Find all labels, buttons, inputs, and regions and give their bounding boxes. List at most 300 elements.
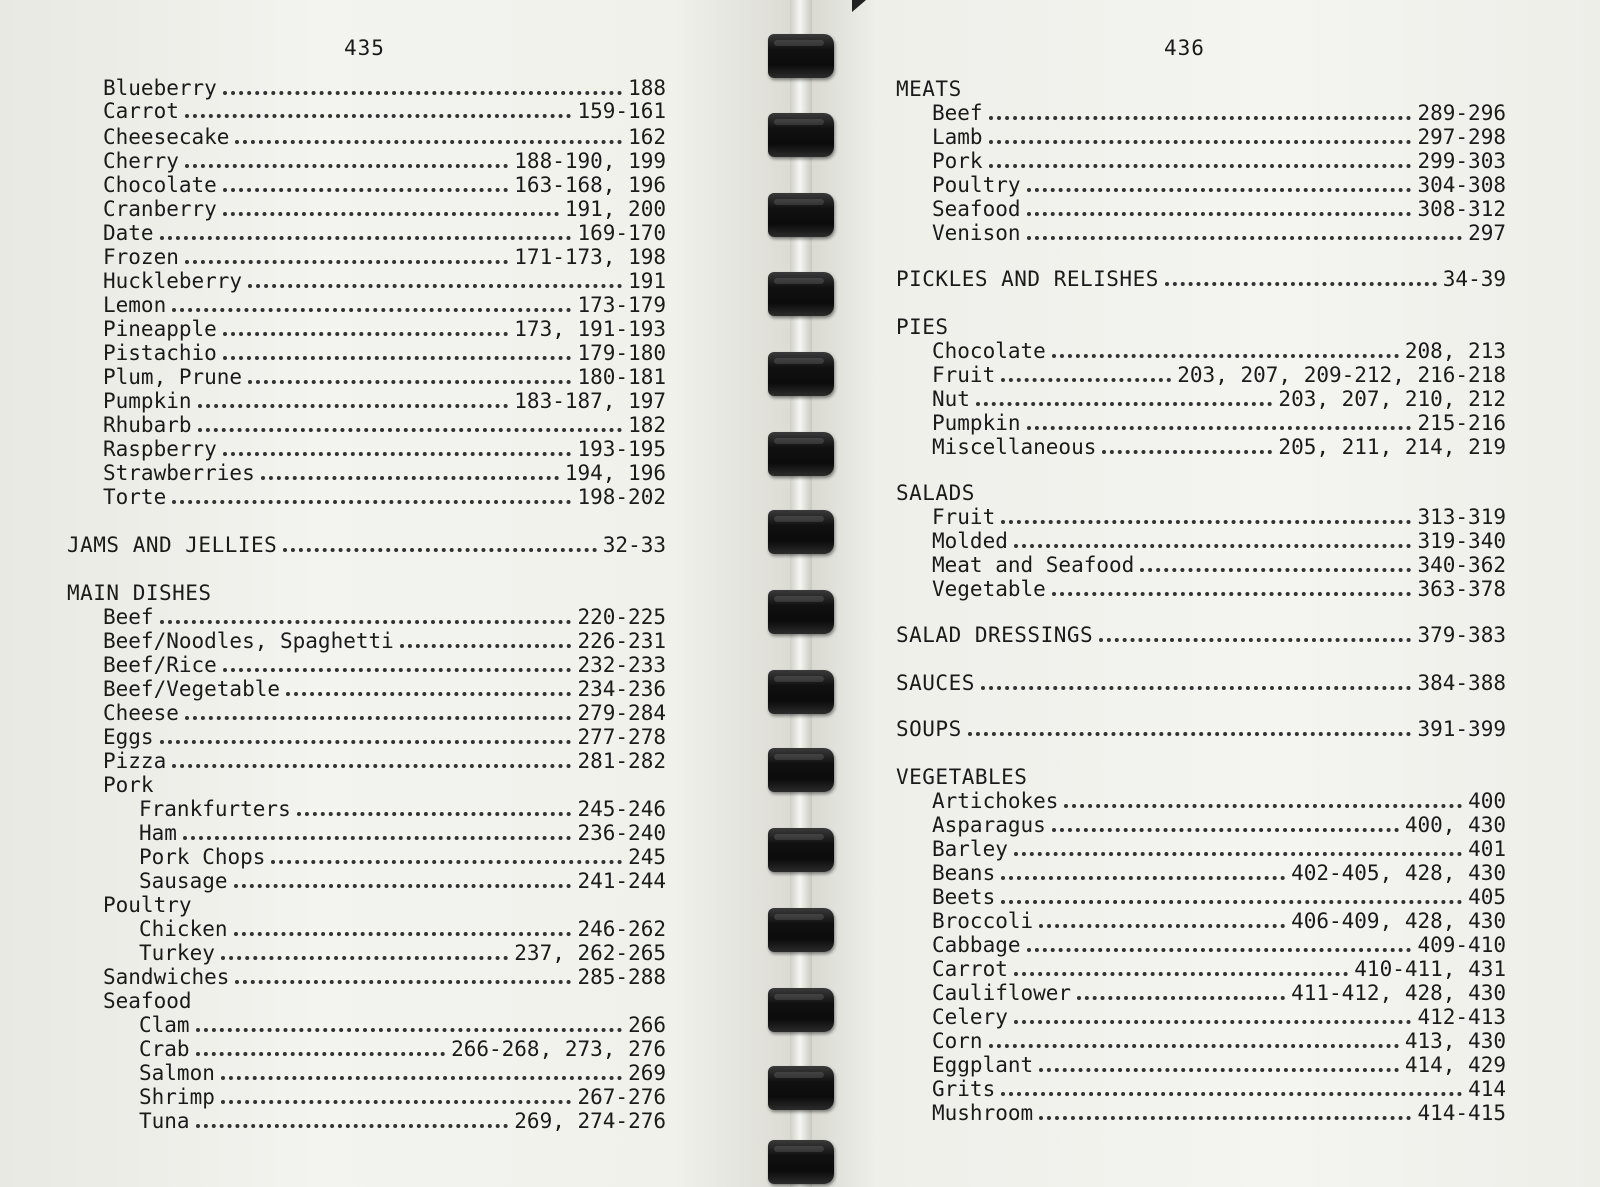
entry-pages: 220-225	[577, 605, 666, 629]
entry-label: Corn	[932, 1029, 983, 1053]
entry-label: VEGETABLES	[896, 765, 1028, 789]
dot-leader	[1039, 1058, 1399, 1072]
entry-label: PICKLES AND RELISHES	[896, 267, 1159, 291]
entry-label: Seafood	[103, 989, 192, 1013]
dot-leader	[1014, 534, 1412, 548]
dot-leader	[989, 130, 1412, 144]
index-entry	[103, 293, 666, 317]
entry-label: Clam	[139, 1013, 190, 1037]
entry-label: Torte	[103, 485, 167, 509]
entry-label: Cauliflower	[932, 981, 1072, 1005]
index-entry	[103, 76, 666, 100]
dot-leader	[968, 722, 1412, 736]
entry-label: Cabbage	[932, 933, 1021, 957]
index-entry	[932, 221, 1506, 245]
index-entry	[139, 941, 666, 965]
dot-leader	[223, 178, 508, 192]
entry-pages: 400	[1468, 789, 1506, 813]
entry-label: Crab	[139, 1037, 190, 1061]
entry-label: Turkey	[139, 941, 215, 965]
dot-leader	[198, 418, 623, 432]
dot-leader	[185, 154, 508, 168]
dot-leader	[400, 634, 572, 648]
index-entry	[103, 605, 666, 629]
entry-pages: 205, 211, 214, 219	[1278, 435, 1506, 459]
index-entry	[139, 845, 666, 869]
entry-label: Miscellaneous	[932, 435, 1097, 459]
entry-pages: 285-288	[577, 965, 666, 989]
entry-pages: 215-216	[1417, 411, 1506, 435]
entry-label: Pork	[103, 773, 154, 797]
entry-pages: 183-187, 197	[514, 389, 666, 413]
entry-pages: 269, 274-276	[514, 1109, 666, 1133]
dot-leader	[172, 490, 571, 504]
index-entry	[139, 869, 666, 893]
entry-label: Date	[103, 221, 154, 245]
dot-leader	[976, 392, 1272, 406]
entry-pages: 413, 430	[1404, 1029, 1506, 1053]
dot-leader	[234, 922, 572, 936]
index-entry	[932, 861, 1506, 885]
dot-leader	[172, 298, 571, 312]
index-heading	[896, 267, 1506, 291]
entry-pages: 406-409, 428, 430	[1291, 909, 1506, 933]
index-entry	[139, 1109, 666, 1133]
entry-pages: 159-161	[577, 99, 666, 123]
entry-pages: 188-190, 199	[514, 149, 666, 173]
entry-label: Venison	[932, 221, 1021, 245]
index-heading	[896, 623, 1506, 647]
entry-pages: 297-298	[1417, 125, 1506, 149]
dot-leader	[297, 802, 572, 816]
spiral-binding	[768, 0, 838, 1187]
entry-pages: 241-244	[577, 869, 666, 893]
entry-pages: 245	[628, 845, 666, 869]
index-entry	[103, 269, 666, 293]
entry-label: Pumpkin	[103, 389, 192, 413]
entry-label: Shrimp	[139, 1085, 215, 1109]
entry-label: Sandwiches	[103, 965, 230, 989]
dot-leader	[989, 154, 1412, 168]
entry-label: Mushroom	[932, 1101, 1034, 1125]
entry-pages: 279-284	[577, 701, 666, 725]
entry-pages: 180-181	[577, 365, 666, 389]
dot-leader	[223, 81, 622, 95]
entry-label: Sausage	[139, 869, 228, 893]
dot-leader	[185, 104, 572, 118]
entry-label: Poultry	[932, 173, 1021, 197]
index-entry	[932, 789, 1506, 813]
entry-label: Blueberry	[103, 76, 217, 100]
index-entry	[932, 339, 1506, 363]
index-entry	[932, 387, 1506, 411]
entry-pages: 266	[628, 1013, 666, 1037]
dot-leader	[1064, 794, 1462, 808]
index-entry	[932, 577, 1506, 601]
index-entry	[103, 245, 666, 269]
index-entry	[932, 411, 1506, 435]
binding-coil	[768, 908, 834, 952]
dot-leader	[1014, 1010, 1412, 1024]
index-heading	[67, 581, 212, 605]
dot-leader	[1014, 962, 1348, 976]
index-entry	[103, 125, 666, 149]
entry-label: MEATS	[896, 77, 962, 101]
entry-pages: 297	[1468, 221, 1506, 245]
index-entry	[932, 1029, 1506, 1053]
entry-pages: 234-236	[577, 677, 666, 701]
index-entry	[103, 989, 192, 1013]
dot-leader	[196, 1042, 445, 1056]
binding-coil	[768, 352, 834, 396]
entry-pages: 162	[628, 125, 666, 149]
entry-label: PIES	[896, 315, 949, 339]
entry-label: Celery	[932, 1005, 1008, 1029]
binding-coil	[768, 510, 834, 554]
entry-pages: 308-312	[1417, 197, 1506, 221]
index-entry	[932, 813, 1506, 837]
entry-pages: 173-179	[577, 293, 666, 317]
entry-pages: 304-308	[1417, 173, 1506, 197]
index-heading	[896, 315, 949, 339]
dot-leader	[1001, 510, 1411, 524]
index-list	[812, 0, 1600, 1187]
entry-label: SOUPS	[896, 717, 962, 741]
entry-label: Beef	[932, 101, 983, 125]
entry-pages: 411-412, 428, 430	[1291, 981, 1506, 1005]
entry-pages: 226-231	[577, 629, 666, 653]
dot-leader	[185, 706, 572, 720]
entry-pages: 414, 429	[1404, 1053, 1506, 1077]
dot-leader	[1001, 866, 1285, 880]
binding-coil	[768, 432, 834, 476]
index-heading	[67, 533, 666, 557]
index-heading	[896, 765, 1027, 789]
index-entry	[103, 965, 666, 989]
entry-label: Pistachio	[103, 341, 217, 365]
index-entry	[932, 529, 1506, 553]
entry-pages: 363-378	[1417, 577, 1506, 601]
dot-leader	[1001, 890, 1462, 904]
index-entry	[932, 1005, 1506, 1029]
entry-pages: 203, 207, 210, 212	[1278, 387, 1506, 411]
index-entry	[103, 197, 666, 221]
entry-pages: 173, 191-193	[514, 317, 666, 341]
entry-label: Fruit	[932, 505, 996, 529]
dot-leader	[221, 946, 508, 960]
entry-pages: 400, 430	[1404, 813, 1506, 837]
dot-leader	[1027, 226, 1463, 240]
entry-label: Cheesecake	[103, 125, 230, 149]
entry-label: Vegetable	[932, 577, 1046, 601]
dot-leader	[1102, 440, 1272, 454]
entry-label: Fruit	[932, 363, 996, 387]
index-entry	[932, 1077, 1506, 1101]
index-entry	[932, 173, 1506, 197]
entry-pages: 198-202	[577, 485, 666, 509]
entry-label: Chocolate	[103, 173, 217, 197]
dot-leader	[1027, 202, 1412, 216]
index-entry	[932, 505, 1506, 529]
index-entry	[139, 917, 666, 941]
page-corner	[852, 0, 866, 12]
index-entry	[103, 389, 666, 413]
dot-leader	[223, 658, 572, 672]
entry-pages: 269	[628, 1061, 666, 1085]
entry-label: Ham	[139, 821, 177, 845]
binding-coil	[768, 670, 834, 714]
dot-leader	[223, 322, 508, 336]
index-entry	[103, 173, 666, 197]
index-entry	[932, 933, 1506, 957]
index-heading	[896, 77, 962, 101]
page-number: 436	[1164, 36, 1205, 60]
entry-label: Chocolate	[932, 339, 1046, 363]
index-entry	[139, 1013, 666, 1037]
entry-label: Salmon	[139, 1061, 215, 1085]
entry-label: SALAD DRESSINGS	[896, 623, 1094, 647]
index-entry	[139, 797, 666, 821]
entry-label: Frozen	[103, 245, 179, 269]
entry-pages: 414	[1468, 1077, 1506, 1101]
entry-pages: 319-340	[1417, 529, 1506, 553]
entry-pages: 379-383	[1417, 623, 1506, 647]
binding-coil	[768, 988, 834, 1032]
index-entry	[139, 1061, 666, 1085]
entry-pages: 281-282	[577, 749, 666, 773]
entry-label: Carrot	[103, 99, 179, 123]
index-entry	[103, 341, 666, 365]
entry-pages: 208, 213	[1404, 339, 1506, 363]
dot-leader	[1165, 272, 1437, 286]
index-entry	[103, 677, 666, 701]
entry-pages: 402-405, 428, 430	[1291, 861, 1506, 885]
entry-label: Meat and Seafood	[932, 553, 1135, 577]
index-heading	[896, 481, 975, 505]
entry-label: Pork	[932, 149, 983, 173]
entry-pages: 384-388	[1417, 671, 1506, 695]
index-entry	[103, 149, 666, 173]
entry-label: Beans	[932, 861, 996, 885]
index-entry	[103, 629, 666, 653]
entry-label: Beef	[103, 605, 154, 629]
entry-pages: 267-276	[577, 1085, 666, 1109]
entry-label: Seafood	[932, 197, 1021, 221]
binding-coil	[768, 193, 834, 237]
index-entry	[103, 653, 666, 677]
dot-leader	[196, 1018, 622, 1032]
entry-pages: 299-303	[1417, 149, 1506, 173]
entry-pages: 193-195	[577, 437, 666, 461]
dot-leader	[1027, 938, 1412, 952]
entry-label: Artichokes	[932, 789, 1059, 813]
entry-pages: 246-262	[577, 917, 666, 941]
dot-leader	[1027, 416, 1412, 430]
entry-pages: 182	[628, 413, 666, 437]
dot-leader	[223, 442, 572, 456]
entry-label: Cherry	[103, 149, 179, 173]
entry-label: Grits	[932, 1077, 996, 1101]
entry-label: Barley	[932, 837, 1008, 861]
right-page	[812, 0, 1600, 1187]
index-entry	[103, 701, 666, 725]
entry-label: Nut	[932, 387, 970, 411]
index-entry	[103, 893, 192, 917]
dot-leader	[235, 130, 622, 144]
entry-label: Beef/Rice	[103, 653, 217, 677]
dot-leader	[283, 538, 596, 552]
page-number: 435	[344, 36, 385, 60]
entry-pages: 34-39	[1442, 267, 1506, 291]
index-entry	[139, 821, 666, 845]
dot-leader	[981, 676, 1412, 690]
entry-label: Beets	[932, 885, 996, 909]
entry-pages: 266-268, 273, 276	[451, 1037, 666, 1061]
entry-pages: 236-240	[577, 821, 666, 845]
entry-label: SALADS	[896, 481, 975, 505]
index-entry	[932, 1101, 1506, 1125]
entry-label: Frankfurters	[139, 797, 291, 821]
index-entry	[103, 461, 666, 485]
entry-pages: 203, 207, 209-212, 216-218	[1177, 363, 1506, 387]
dot-leader	[235, 970, 571, 984]
entry-label: Pumpkin	[932, 411, 1021, 435]
binding-coil	[768, 748, 834, 792]
dot-leader	[1052, 582, 1412, 596]
entry-label: Beef/Vegetable	[103, 677, 281, 701]
entry-pages: 414-415	[1417, 1101, 1506, 1125]
binding-coil	[768, 590, 834, 634]
entry-pages: 409-410	[1417, 933, 1506, 957]
dot-leader	[286, 682, 571, 696]
entry-pages: 191, 200	[564, 197, 666, 221]
index-entry	[932, 1053, 1506, 1077]
dot-leader	[989, 106, 1412, 120]
index-entry	[103, 485, 666, 509]
entry-label: Molded	[932, 529, 1008, 553]
index-entry	[103, 413, 666, 437]
dot-leader	[1014, 842, 1462, 856]
entry-pages: 194, 196	[564, 461, 666, 485]
entry-pages: 188	[628, 76, 666, 100]
entry-label: Broccoli	[932, 909, 1034, 933]
entry-label: SAUCES	[896, 671, 975, 695]
dot-leader	[221, 1090, 572, 1104]
entry-pages: 179-180	[577, 341, 666, 365]
dot-leader	[248, 370, 571, 384]
binding-coil	[768, 34, 834, 78]
entry-pages: 232-233	[577, 653, 666, 677]
entry-label: Cheese	[103, 701, 179, 725]
dot-leader	[172, 754, 571, 768]
entry-label: Pizza	[103, 749, 167, 773]
entry-label: Lamb	[932, 125, 983, 149]
entry-label: MAIN DISHES	[67, 581, 212, 605]
index-list	[0, 0, 790, 1187]
index-heading	[896, 717, 1506, 741]
index-entry	[932, 125, 1506, 149]
dot-leader	[221, 1066, 622, 1080]
entry-pages: 245-246	[577, 797, 666, 821]
index-entry	[103, 773, 154, 797]
dot-leader	[1001, 1082, 1462, 1096]
index-entry	[932, 101, 1506, 125]
entry-label: Huckleberry	[103, 269, 243, 293]
index-entry	[932, 981, 1506, 1005]
dot-leader	[248, 274, 622, 288]
entry-pages: 412-413	[1417, 1005, 1506, 1029]
dot-leader	[1140, 558, 1411, 572]
dot-leader	[234, 874, 572, 888]
dot-leader	[183, 826, 572, 840]
entry-pages: 313-319	[1417, 505, 1506, 529]
entry-label: Lemon	[103, 293, 167, 317]
index-entry	[103, 221, 666, 245]
binding-coil	[768, 272, 834, 316]
entry-pages: 277-278	[577, 725, 666, 749]
index-entry	[932, 909, 1506, 933]
dot-leader	[185, 250, 508, 264]
dot-leader	[1039, 1106, 1411, 1120]
dot-leader	[223, 346, 572, 360]
entry-label: Beef/Noodles, Spaghetti	[103, 629, 394, 653]
dot-leader	[1052, 344, 1399, 358]
entry-label: Poultry	[103, 893, 192, 917]
entry-label: Eggs	[103, 725, 154, 749]
index-entry	[932, 837, 1506, 861]
binding-coil	[768, 1066, 834, 1110]
entry-pages: 169-170	[577, 221, 666, 245]
index-entry	[932, 435, 1506, 459]
dot-leader	[1099, 628, 1411, 642]
entry-label: Pineapple	[103, 317, 217, 341]
binding-coil	[768, 113, 834, 157]
binding-coil	[768, 1140, 834, 1184]
entry-label: JAMS AND JELLIES	[67, 533, 278, 557]
entry-label: Pork Chops	[139, 845, 266, 869]
index-entry	[139, 1037, 666, 1061]
index-heading	[896, 671, 1506, 695]
dot-leader	[989, 1034, 1399, 1048]
entry-pages: 391-399	[1417, 717, 1506, 741]
index-entry	[139, 1085, 666, 1109]
left-page	[0, 0, 790, 1187]
index-entry	[103, 317, 666, 341]
entry-pages: 163-168, 196	[514, 173, 666, 197]
entry-label: Carrot	[932, 957, 1008, 981]
entry-pages: 171-173, 198	[514, 245, 666, 269]
entry-pages: 32-33	[602, 533, 666, 557]
dot-leader	[160, 226, 572, 240]
index-entry	[103, 725, 666, 749]
dot-leader	[1077, 986, 1285, 1000]
index-entry	[932, 197, 1506, 221]
entry-pages: 340-362	[1417, 553, 1506, 577]
entry-label: Raspberry	[103, 437, 217, 461]
dot-leader	[1052, 818, 1399, 832]
index-entry	[103, 99, 666, 123]
dot-leader	[223, 202, 559, 216]
entry-pages: 191	[628, 269, 666, 293]
entry-label: Asparagus	[932, 813, 1046, 837]
entry-label: Plum, Prune	[103, 365, 243, 389]
dot-leader	[261, 466, 559, 480]
index-entry	[103, 749, 666, 773]
entry-pages: 401	[1468, 837, 1506, 861]
index-entry	[932, 363, 1506, 387]
dot-leader	[160, 730, 572, 744]
entry-pages: 410-411, 431	[1354, 957, 1506, 981]
